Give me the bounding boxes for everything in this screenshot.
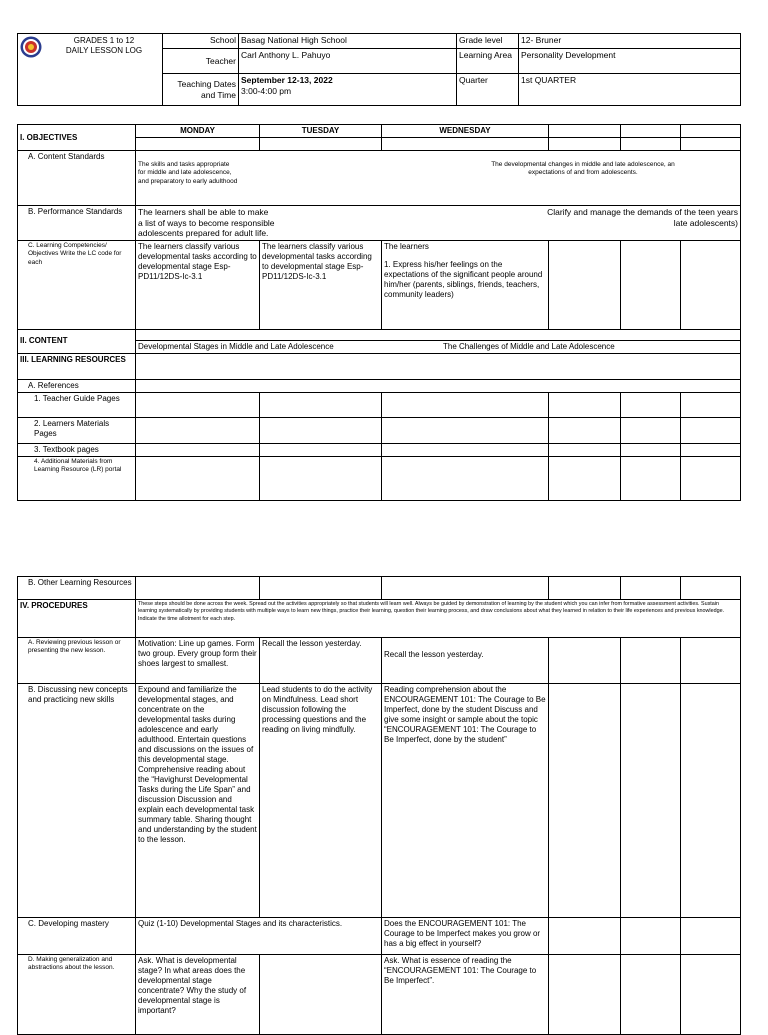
generalization-label: D. Making generalization and abstractions about the lesson. <box>18 955 136 1035</box>
competencies-wednesday-intro: The learners <box>384 241 429 251</box>
mastery-label: C. Developing mastery <box>18 918 136 955</box>
performance-standards-right: Clarify and manage the demands of the teen years late adolescents) <box>547 207 738 228</box>
competencies-wednesday-item: 1. Express his/her feelings on the expectations of the significant people around him/her (parents, siblings, friends, teachers, community leaders) <box>384 259 543 299</box>
procedures-heading: IV. PROCEDURES <box>18 600 136 638</box>
mastery-wednesday: Does the ENCOURAGEMENT 101: The Courage to be Imperfect makes you grow or has a big effect in yourself? <box>382 918 549 955</box>
discussing-label: B. Discussing new concepts and practicing new skills <box>18 684 136 918</box>
form-title-cell <box>18 34 163 106</box>
content-standards-right: The developmental changes in middle and late adolescence, an expectations of and from adolescents. <box>491 161 675 177</box>
area-label: Learning Area <box>457 49 519 74</box>
dates-cell <box>239 74 457 106</box>
reviewing-tuesday: Recall the lesson yesterday. <box>260 638 382 684</box>
competencies-wednesday <box>382 240 549 329</box>
lesson-table-1 <box>17 124 741 501</box>
reviewing-label: A. Reviewing previous lesson or presenting the new lesson. <box>18 638 136 684</box>
school-value: Basag National High School <box>239 34 457 49</box>
reviewing-wednesday <box>382 638 549 684</box>
competencies-tuesday: The learners classify various developmental tasks according to developmental stage Esp-PD11/12DS-Ic-3.1 <box>260 240 382 329</box>
time-value: 3:00-4:00 pm <box>241 85 292 96</box>
grade-value: 12- Bruner <box>519 34 741 49</box>
deped-seal-icon <box>20 36 42 58</box>
content-left: Developmental Stages in Middle and Late Adolescence <box>138 341 334 351</box>
textbook-label: 3. Textbook pages <box>18 443 136 456</box>
objectives-heading: I. OBJECTIVES <box>18 125 136 151</box>
reviewing-wednesday-text: Recall the lesson yesterday. <box>384 650 484 659</box>
performance-standards-left: The learners shall be able to make a list of ways to become responsible adolescents prepared for adult life. <box>138 207 275 239</box>
discussing-wednesday: Reading comprehension about the ENCOURAGEMENT 101: The Courage to Be Imperfect, done by the student Discuss and give some insight or sample about the topic “ENCOURAGEMENT 101: The Courage to Be Imperfect, done by the student” <box>382 684 549 918</box>
generalization-monday: Ask. What is developmental stage? In what areas does the developmental stage concentrate? Why the study of developmental stage is important? <box>136 955 260 1035</box>
quarter-label: Quarter <box>457 74 519 106</box>
references-label: A. References <box>18 379 136 392</box>
lesson-table-2 <box>17 576 741 1035</box>
grade-label: Grade level <box>457 34 519 49</box>
mastery-monday-tuesday: Quiz (1-10) Developmental Stages and its characteristics. <box>136 918 382 955</box>
content-standards-label: A. Content Standards <box>18 151 136 206</box>
day-monday: MONDAY <box>136 125 260 138</box>
quarter-value: 1st QUARTER <box>519 74 741 106</box>
content-cell <box>136 340 741 353</box>
dates-value: September 12-13, 2022 <box>241 75 333 85</box>
competencies-monday: The learners classify various developmental tasks according to developmental stage Esp-PD11/12DS-Ic-3.1 <box>136 240 260 329</box>
reviewing-monday: Motivation: Line up games. Form two group. Every group form their shoes largest to smallest. <box>136 638 260 684</box>
teacher-guide-label: 1. Teacher Guide Pages <box>18 392 136 417</box>
day-wednesday: WEDNESDAY <box>382 125 549 138</box>
header-table <box>17 33 741 106</box>
form-title-line2: DAILY LESSON LOG <box>65 46 143 55</box>
other-resources-label: B. Other Learning Resources <box>18 577 136 600</box>
discussing-monday: Expound and familiarize the developmental stages, and concentrate on the developmental tasks during adolescence and early adulthood. Entertain questions and discussions on the issues of this developmental stage. Comprehensive reading about the “Havighurst Developmental Tasks during the Life Span” and discussion Discussion and explain each developmental task summary table. Sharing thought and understanding by the student to the lesson. <box>136 684 260 918</box>
additional-materials-label: 4. Additional Materials from Learning Resource (LR) portal <box>18 456 136 500</box>
area-value: Personality Development <box>519 49 741 74</box>
teacher-label: Teacher <box>163 49 239 74</box>
school-label: School <box>163 34 239 49</box>
performance-standards-label: B. Performance Standards <box>18 206 136 241</box>
discussing-tuesday: Lead students to do the activity on Mindfulness. Lead short discussion following the processing questions and the reading on living mindfully. <box>260 684 382 918</box>
procedures-note: These steps should be done across the week. Spread out the activities appropriately so that students will learn well. Always be guided by demonstration of learning by the student which you can infer from formative assessment activities. Sustain learning systematically by providing students with multiple ways to learn new things, practice their learning, question their learning process, and draw conclusions about what they learned in relation to their life experiences and previous knowledge. Indicate the time allotment for each step. <box>136 600 741 638</box>
form-title-line1: GRADES 1 to 12 <box>73 36 135 45</box>
performance-standards-cell <box>136 206 741 241</box>
resources-heading: III. LEARNING RESOURCES <box>18 353 136 379</box>
content-standards-left: The skills and tasks appropriate for middle and late adolescence, and preparatory to early adulthood <box>138 161 238 185</box>
content-heading: II. CONTENT <box>18 329 136 353</box>
learners-materials-label: 2. Learners Materials Pages <box>18 417 136 443</box>
content-right: The Challenges of Middle and Late Adolescence <box>443 341 615 351</box>
generalization-wednesday: Ask. What is essence of reading the “ENCOURAGEMENT 101: The Courage to Be Imperfect”. <box>382 955 549 1035</box>
dates-label: Teaching Dates and Time <box>163 74 239 106</box>
competencies-label: C. Learning Competencies/ Objectives Write the LC code for each <box>18 240 136 329</box>
content-standards-cell <box>136 151 741 206</box>
teacher-value: Carl Anthony L. Pahuyo <box>239 49 457 74</box>
day-tuesday: TUESDAY <box>260 125 382 138</box>
